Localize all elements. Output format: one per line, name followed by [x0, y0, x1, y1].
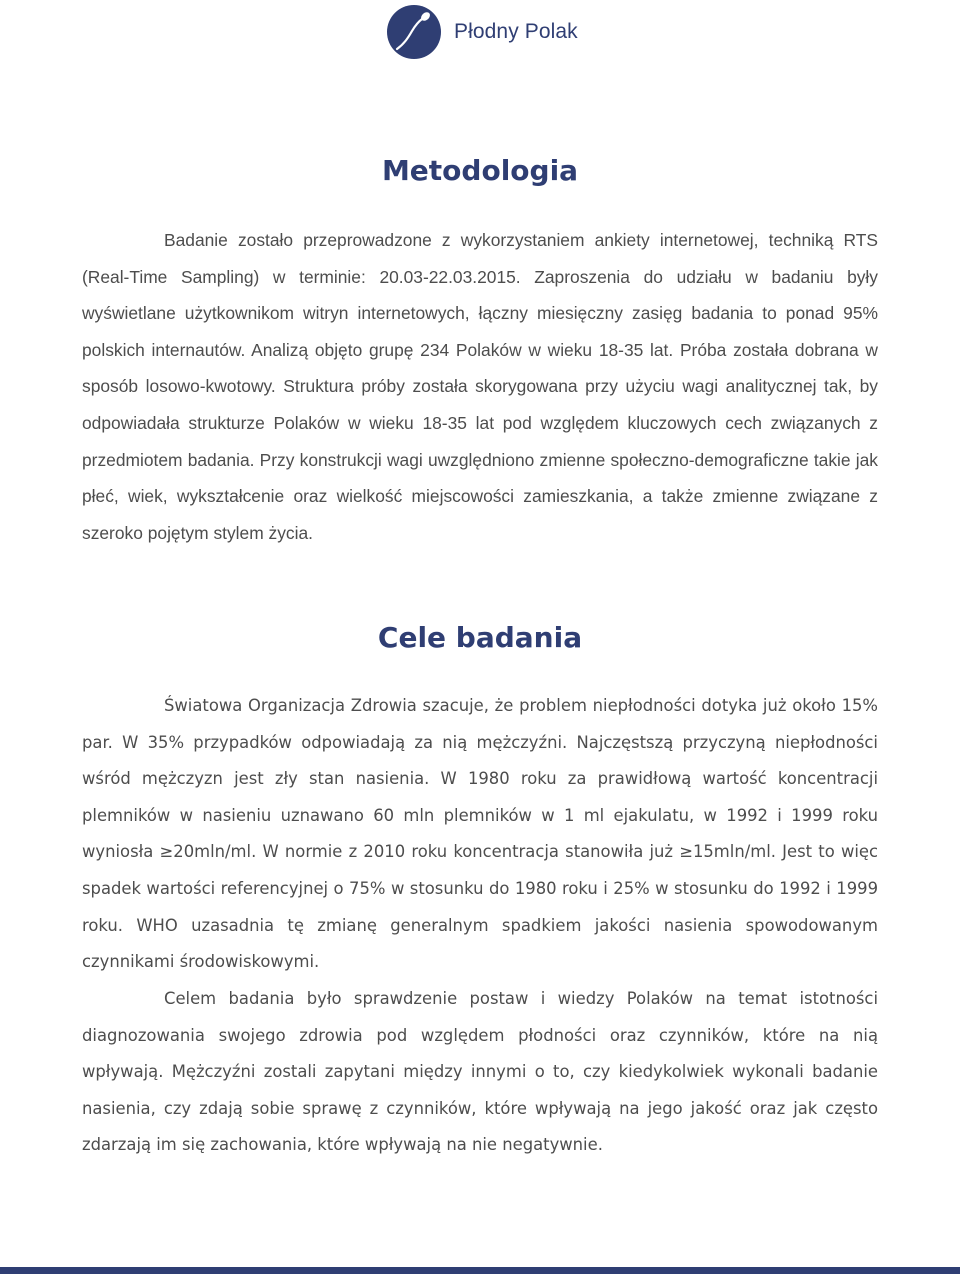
brand-header	[386, 4, 578, 60]
footer-bar	[0, 1267, 960, 1274]
goals-paragraph-2: Celem badania było sprawdzenie postaw i wiedzy Polaków na temat istotności diagnozowania swojego zdrowia pod względem płodności oraz czynników, które na nią wpływają. Mężczyźni zostali zapytani między innymi o to, czy kiedykolwiek wykonali badanie nasienia, czy zdają sobie sprawę z czynników, które wpływają na jego jakość oraz jak często zdarzają im się zachowania, które wpływają na nie negatywnie.	[82, 989, 878, 1155]
goals-paragraph-1: Światowa Organizacja Zdrowia szacuje, że problem niepłodności dotyka już około 15% par. W 35% przypadków odpowiadają za nią mężczyźni. Najczęstszą przyczyną niepłodności wśród mężczyzn jest zły stan nasienia. W 1980 roku za prawidłową wartość koncentracji plemników w nasieniu uznawano 60 mln plemników w 1 ml ejakulatu, w 1992 i 1999 roku wyniosła ≥20mln/ml. W normie z 2010 roku koncentracja stanowiła już ≥15mln/ml. Jest to więc spadek wartości referencyjnej o 75% w stosunku do 1980 roku i 25% w stosunku do 1992 i 1999 roku. WHO uzasadnia tę zmianę generalnym spadkiem jakości nasienia spowodowanym czynnikami środowiskowymi.	[82, 696, 878, 972]
section-title-metodologia: Metodologia	[381, 154, 579, 187]
brand-name: Płodny Polak	[454, 20, 578, 43]
sperm-logo-icon	[386, 4, 442, 60]
methodology-paragraph: Badanie zostało przeprowadzone z wykorzystaniem ankiety internetowej, techniką RTS (Real-Time Sampling) w terminie: 20.03-22.03.2015. Zaproszenia do udziału w badaniu były wyświetlane użytkownikom witryn internetowych, łączny miesięczny zasięg badania to ponad 95% polskich internautów. Analizą objęto grupę 234 Polaków w wieku 18-35 lat. Próba została dobrana w sposób losowo-kwotowy. Struktura próby została skorygowana przy użyciu wagi analitycznej tak, by odpowiadała strukturze Polaków w wieku 18-35 lat pod względem kluczowych cech związanych z przedmiotem badania. Przy konstrukcji wagi uwzględniono zmienne społeczno-demograficzne takie jak płeć, wiek, wykształcenie oraz wielkość miejscowości zamieszkania, a także zmienne związane z szeroko pojętym stylem życia.	[82, 230, 878, 543]
section-title-cele-badania: Cele badania	[377, 621, 583, 654]
